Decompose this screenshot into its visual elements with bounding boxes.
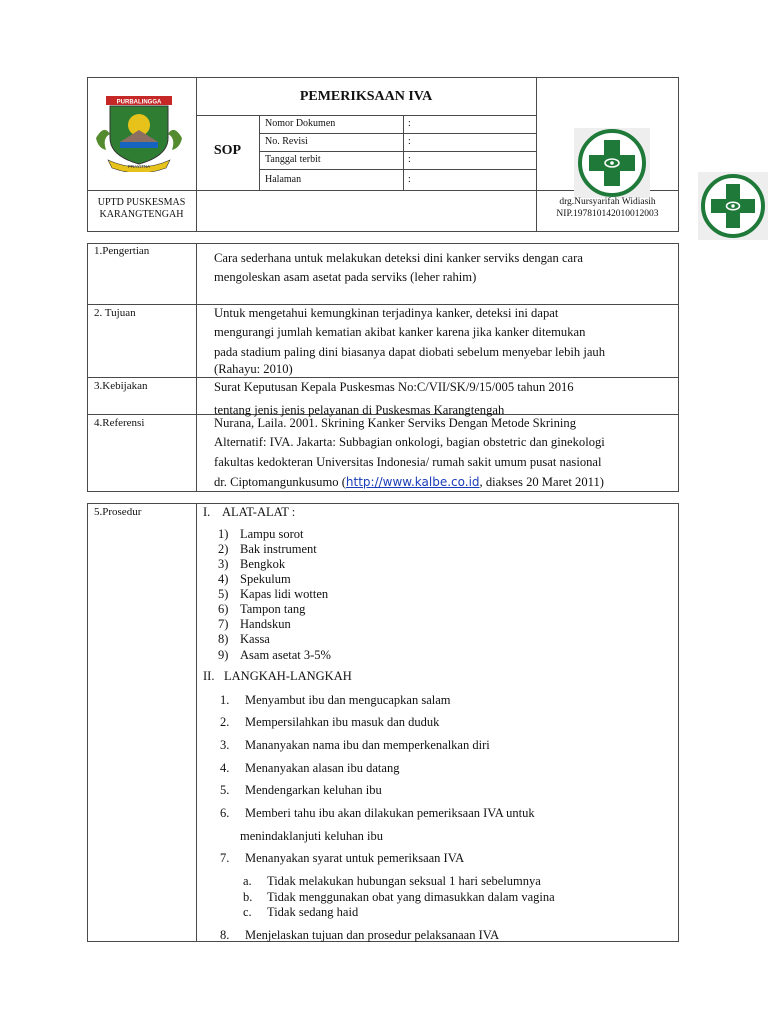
substep-item: Tidak melakukan hubungan seksual 1 hari sebelumnya <box>267 874 541 888</box>
section-label-kebijakan: 3.Kebijakan <box>94 380 148 392</box>
langkah-numeral: II. <box>203 669 215 683</box>
alat-item: Handskun <box>240 617 291 631</box>
step-num: 2. <box>220 715 230 729</box>
alat-item: Kassa <box>240 632 270 646</box>
regency-coat-of-arms-icon <box>92 94 186 172</box>
alat-item: Bak instrument <box>240 542 317 556</box>
tujuan-line: Untuk mengetahui kemungkinan terjadinya kanker, deteksi ini dapat <box>214 306 559 320</box>
logo-left-text: PURBALINGGA <box>116 99 162 106</box>
signer-nip: NIP.197810142010012003 <box>556 209 659 219</box>
step-num: 4. <box>220 761 230 775</box>
tujuan-line: mengurangi jumlah kematian akibat kanker karena jika kanker ditemukan <box>214 325 586 339</box>
field-nomor-dokumen-label: Nomor Dokumen <box>265 118 336 129</box>
substep-letter: b. <box>243 890 253 904</box>
alat-item: Asam asetat 3-5% <box>240 648 331 662</box>
alat-item: Kapas lidi wotten <box>240 587 329 601</box>
alat-item-num: 8) <box>218 632 229 646</box>
referensi-last-prefix: dr. Ciptomangunkusumo ( <box>214 475 346 489</box>
section-label-referensi: 4.Referensi <box>94 417 145 429</box>
referensi-last-line <box>214 470 604 494</box>
substep-letter: c. <box>243 905 252 919</box>
alat-item-num: 9) <box>218 648 229 662</box>
alat-heading: ALAT-ALAT : <box>222 505 296 519</box>
step-num: 3. <box>220 738 230 752</box>
alat-item-num: 4) <box>218 572 229 586</box>
step-item: Mananyakan nama ibu dan memperkenalkan diri <box>245 738 490 752</box>
sop-label: SOP <box>213 143 242 158</box>
kebijakan-line: Surat Keputusan Kepala Puskesmas No:C/VII/SK/9/15/005 tahun 2016 <box>214 380 574 394</box>
field-no-revisi-colon: : <box>408 136 411 147</box>
step-item: Mempersilahkan ibu masuk dan duduk <box>245 715 440 729</box>
field-tanggal-terbit-label: Tanggal terbit <box>265 154 321 165</box>
signer-name: drg.Nursyarifah Widiasih <box>559 197 656 207</box>
step-item: Menyambut ibu dan mengucapkan salam <box>245 693 451 707</box>
referensi-line: Nurana, Laila. 2001. Skrining Kanker Serviks Dengan Metode Skrining <box>214 416 576 430</box>
tujuan-line: pada stadium paling dini biasanya dapat diobati sebelum menyebar lebih jauh <box>214 345 605 359</box>
field-halaman-colon: : <box>408 174 411 185</box>
step-num: 1. <box>220 693 230 707</box>
step-item: Menanyakan syarat untuk pemeriksaan IVA <box>245 851 465 865</box>
field-tanggal-terbit-colon: : <box>408 154 411 165</box>
section-label-tujuan: 2. Tujuan <box>94 307 136 319</box>
step-item: Memberi tahu ibu akan dilakukan pemeriksaan IVA untuk <box>245 806 535 820</box>
pengertian-line: Cara sederhana untuk melakukan deteksi dini kanker serviks dengan cara <box>214 251 583 265</box>
step-num: 8. <box>220 928 230 942</box>
referensi-line: Alternatif: IVA. Jakarta: Subbagian onkologi, bagian obstetric dan ginekologi <box>214 435 605 449</box>
step-num: 5. <box>220 783 230 797</box>
reference-link[interactable]: http://www.kalbe.co.id <box>345 475 480 489</box>
field-nomor-dokumen-colon: : <box>408 118 411 129</box>
kebijakan-line: tentang jenis jenis pelayanan di Puskesmas Karangtengah <box>214 403 505 417</box>
tujuan-line: (Rahayu: 2010) <box>214 362 293 376</box>
alat-item: Spekulum <box>240 572 291 586</box>
substep-item: Tidak menggunakan obat yang dimasukkan dalam vagina <box>267 890 555 904</box>
alat-item-num: 3) <box>218 557 229 571</box>
alat-item-num: 7) <box>218 617 229 631</box>
alat-item-num: 2) <box>218 542 229 556</box>
alat-item: Bengkok <box>240 557 286 571</box>
alat-item-num: 1) <box>218 527 229 541</box>
alat-item-num: 6) <box>218 602 229 616</box>
field-halaman-label: Halaman <box>265 174 302 185</box>
referensi-last-suffix: , diakses 20 Maret 2011) <box>479 475 604 489</box>
step-num: 7. <box>220 851 230 865</box>
field-no-revisi-label: No. Revisi <box>265 136 308 147</box>
step-item-continued: menindaklanjuti keluhan ibu <box>240 829 384 843</box>
langkah-heading: LANGKAH-LANGKAH <box>224 669 352 683</box>
step-item: Mendengarkan keluhan ibu <box>245 783 382 797</box>
substep-item: Tidak sedang haid <box>267 905 359 919</box>
section-label-pengertian: 1.Pengertian <box>94 245 150 257</box>
alat-numeral: I. <box>203 505 211 519</box>
substep-letter: a. <box>243 874 252 888</box>
puskesmas-cross-icon <box>574 128 650 198</box>
step-num: 6. <box>220 806 230 820</box>
org-name-line2: KARANGTENGAH <box>99 209 184 220</box>
step-item: Menjelaskan tujuan dan prosedur pelaksanaan IVA <box>245 928 500 942</box>
puskesmas-cross-icon <box>698 172 768 240</box>
document-title: PEMERIKSAAN IVA <box>299 89 433 104</box>
alat-item: Tampon tang <box>240 602 306 616</box>
section-label-prosedur: 5.Prosedur <box>94 506 142 518</box>
pengertian-line: mengoleskan asam asetat pada serviks (leher rahim) <box>214 270 477 284</box>
org-name-line1: UPTD PUSKESMAS <box>97 197 186 208</box>
step-item: Menanyakan alasan ibu datang <box>245 761 400 775</box>
alat-item-num: 5) <box>218 587 229 601</box>
referensi-line: fakultas kedokteran Universitas Indonesia/ rumah sakit umum pusat nasional <box>214 455 602 469</box>
alat-item: Lampu sorot <box>240 527 304 541</box>
logo-left-motto: PRAYITNA <box>127 164 151 169</box>
